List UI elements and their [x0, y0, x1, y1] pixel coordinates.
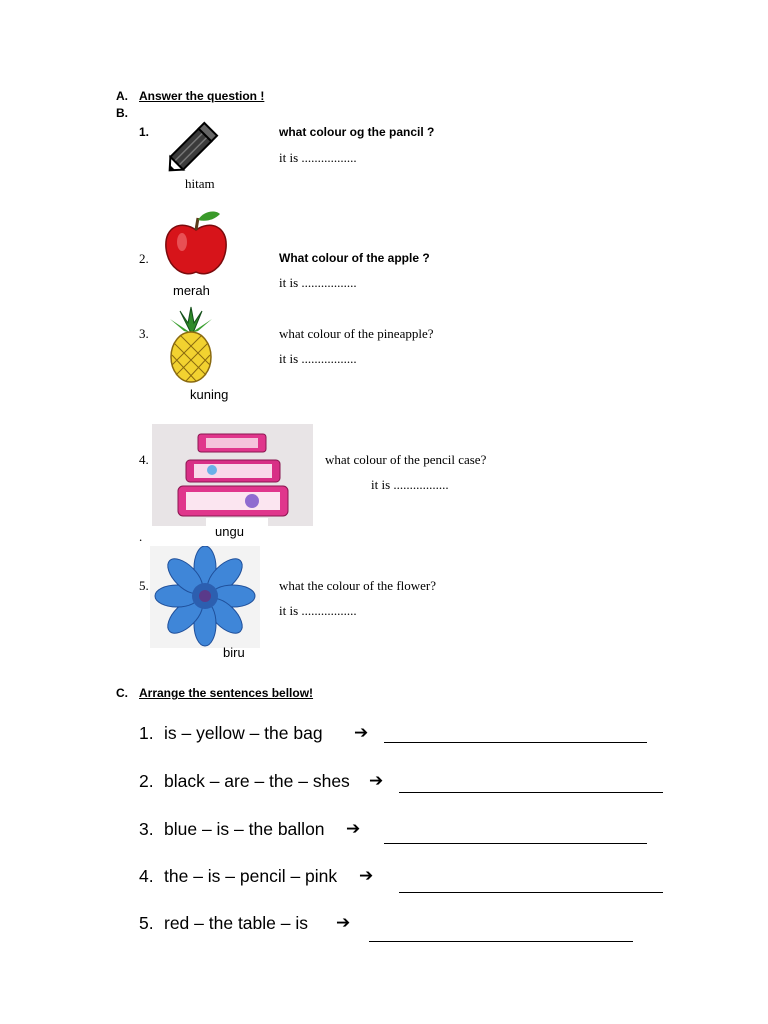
section-a-title: Answer the question ! [139, 89, 265, 103]
arrow-icon: ➔ [354, 723, 369, 743]
sentence-text: red – the table – is [164, 913, 308, 933]
sentence-number: 5. [139, 913, 154, 933]
question-number: 2. [139, 251, 149, 266]
question-text: What colour of the apple ? [279, 251, 430, 265]
sentence-number: 2. [139, 771, 154, 791]
section-a-letter: A. [116, 89, 128, 103]
answer-label-ungu: ungu [215, 524, 244, 539]
pencil-icon [160, 115, 226, 179]
answer-line[interactable] [384, 742, 647, 743]
sentence-number: 4. [139, 866, 154, 886]
arrow-icon: ➔ [359, 866, 374, 886]
question-number: 4. [139, 452, 149, 467]
question-text: what colour og the pancil ? [279, 125, 435, 139]
answer-line[interactable] [399, 792, 663, 793]
sentence-text: black – are – the – shes [164, 771, 350, 791]
answer-blank: it is ................. [279, 603, 357, 618]
question-text: what the colour of the flower? [279, 578, 437, 593]
answer-blank: it is ................. [279, 351, 357, 366]
arrow-icon: ➔ [336, 913, 351, 933]
question-number: 1. [139, 125, 150, 139]
pencil-case-photo [152, 424, 313, 526]
arrow-icon: ➔ [346, 819, 361, 839]
answer-blank: it is ................. [279, 150, 357, 165]
sentence-number: 1. [139, 723, 154, 743]
answer-blank: it is ................. [371, 477, 449, 492]
answer-label-merah: merah [173, 283, 210, 298]
sentence-text: the – is – pencil – pink [164, 866, 338, 886]
answer-label-hitam: hitam [185, 176, 215, 191]
question-number: 5. [139, 578, 149, 593]
answer-blank: it is ................. [279, 275, 357, 290]
sentence-text: blue – is – the ballon [164, 819, 325, 839]
sentence-text: is – yellow – the bag [164, 723, 323, 743]
section-c-title: Arrange the sentences bellow! [139, 686, 314, 700]
answer-line[interactable] [369, 941, 633, 942]
stray-dot: . [139, 529, 143, 544]
section-c-letter: C. [116, 686, 128, 700]
question-number: 3. [139, 326, 149, 341]
answer-label-kuning: kuning [190, 387, 229, 402]
answer-label-biru: biru [223, 645, 245, 660]
arrow-icon: ➔ [369, 771, 384, 791]
pineapple-icon [160, 305, 222, 385]
apple-icon [162, 208, 230, 280]
question-text: what colour of the pineapple? [279, 326, 434, 341]
section-b-letter: B. [116, 106, 128, 120]
answer-line[interactable] [399, 892, 663, 893]
answer-line[interactable] [384, 843, 647, 844]
question-text: what colour of the pencil case? [325, 452, 487, 467]
sentence-number: 3. [139, 819, 154, 839]
flower-photo [150, 546, 260, 648]
